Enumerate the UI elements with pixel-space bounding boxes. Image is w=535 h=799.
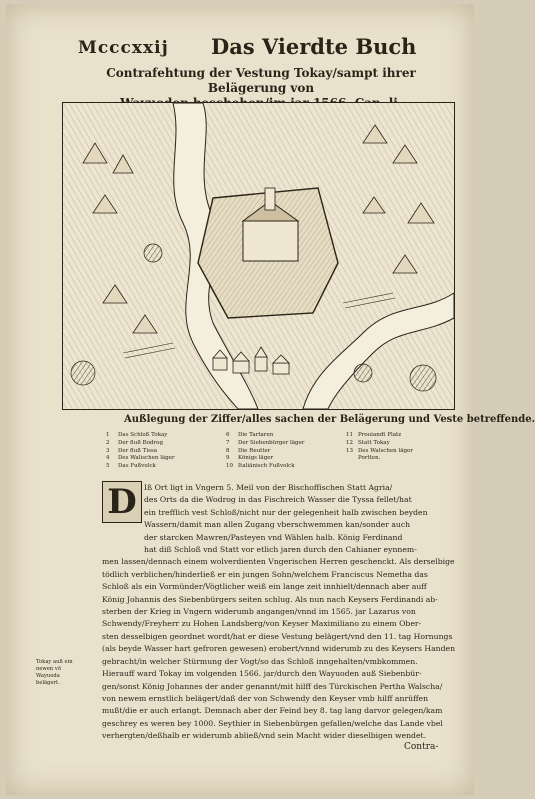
legend-item: 13 Des Walschen läger: [346, 447, 413, 454]
chapter-title-line-1: Contrafehtung der Vestung Tokay/sampt ihrer Belägerung von: [106, 66, 416, 95]
text-line: sterben der Krieg in Vngern widerumb angangen/vnnd im 1565. jar Lazarus von: [102, 607, 416, 617]
body-paragraph: [102, 482, 456, 743]
text-line: verhergten/deßhalb er widerumb abließ/vnd sein Macht wider dieselbigen wendet.: [102, 731, 427, 741]
legend-item: 1 Das Schloß Tokay: [106, 432, 168, 438]
decorated-initial: D: [102, 481, 142, 523]
legend-item: 6 Die Tartaren: [226, 432, 274, 438]
text-line: hat diß Schloß vnd Statt vor etlich jaren durch den Cahianer eynnem-: [144, 545, 417, 555]
text-line: gen/sonst König Johannes der ander genannt/mit hilff des Türckischen Pertha Walscha/: [102, 681, 443, 691]
text-line: Wassern/damit man allen Zugang vberschwemmen kan/sonder auch: [144, 520, 411, 530]
legend-item: 8 Die Reutter: [226, 447, 271, 454]
legend-heading: Außlegung der Ziffer/alles sachen der Belägerung und Veste betreffende.: [124, 414, 535, 425]
legend-item: Portten.: [358, 455, 381, 462]
text-line: Iß Ort ligt in Vngern 5. Meil von der Bischoffischen Statt Agria/: [144, 483, 393, 492]
legend-item: 12 Statt Tokay: [346, 439, 390, 446]
text-line: sten desselbigen geordnet wordt/hat er diese Vestung belägert/vnd den 11. tag Hornungs: [102, 631, 453, 641]
text-line: mußt/die er auch erlangt. Demnach aber der Feind bey 8. tag lang darvor gelegen/kam: [102, 706, 443, 716]
text-line: von newem ernstlich belägert/daß der von Schwendy den Keyser vmb hilff anrüffen: [102, 693, 429, 703]
legend-item: 10 Italiänisch Fußvolck: [226, 463, 295, 470]
legend-column-2: [226, 432, 304, 471]
legend-item: 7 Der Siebenbürger läger: [226, 439, 305, 446]
text-line: Schwendy/Freyherr zu Hohen Landsberg/von Keyser Maximiliano zu einem Ober-: [102, 619, 422, 629]
marginal-note: Tokay auß ein newen vō Wayuoda belägert.: [36, 659, 73, 686]
text-line: König Johannis des Siebenbürgers seiten schlug. Als nun nach Keysers Ferdinandi ab-: [102, 594, 438, 604]
legend-item: 11 Prouiandt Platz: [346, 432, 402, 438]
text-line: gebracht/in welcher Stürmung der Vogt/so das Schloß inngehalten/vmbkommen.: [102, 656, 418, 666]
legend-item: 4 Des Walischen läger: [106, 455, 175, 462]
text-line: Hierauff ward Tokay im volgenden 1566. jar/durch den Wayuoden auß Siebenbür-: [102, 669, 422, 679]
text-line: men lassen/dennach einem wolverdienten Vngerischen Herren geschenckt. Als derselbige: [102, 557, 455, 567]
text-line: geschrey es weren bey 1000. Seythier in Siebenbürgen gefallen/welche das Lande vbel: [102, 718, 443, 728]
legend-column-3: [346, 432, 413, 463]
running-head: Das Vierdte Buch: [211, 34, 417, 59]
text-line: ein trefflich vest Schloß/nicht nur der gelegenheit halb zwischen beyden: [144, 507, 428, 517]
text-line: des Orts da die Wodrog in das Fischreich Wasser die Tyssa fellet/hat: [144, 495, 412, 505]
legend-item: 3 Der fluß Tissa: [106, 447, 158, 454]
text-line: (als beyde Wasser hart gefroren gewesen) erobert/vnnd widerumb zu des Keysers Handen: [102, 644, 456, 654]
text-line: tödlich verblichen/hinderließ er ein jungen Sohn/welchem Franciscus Nemetha das: [102, 569, 428, 579]
legend-item: 5 Das Fußvolck: [106, 463, 156, 470]
text-line: Schloß als ein Vormünder/Vögtlicher weiß ein lange zeit innhielt/dennach aber auff: [102, 582, 427, 592]
folio-number: Mcccxxij: [78, 38, 169, 58]
catchword: Contra-: [404, 742, 439, 752]
book-page: [6, 4, 535, 795]
legend-column-1: [106, 432, 175, 471]
text-line: der starcken Mawren/Pasteyen vnd Wählen halb. König Ferdinand: [144, 532, 403, 542]
siege-woodcut-illustration: [62, 102, 455, 410]
legend-item: 9 Königs läger: [226, 455, 274, 462]
legend-item: 2 Der fluß Bodrog: [106, 439, 164, 446]
